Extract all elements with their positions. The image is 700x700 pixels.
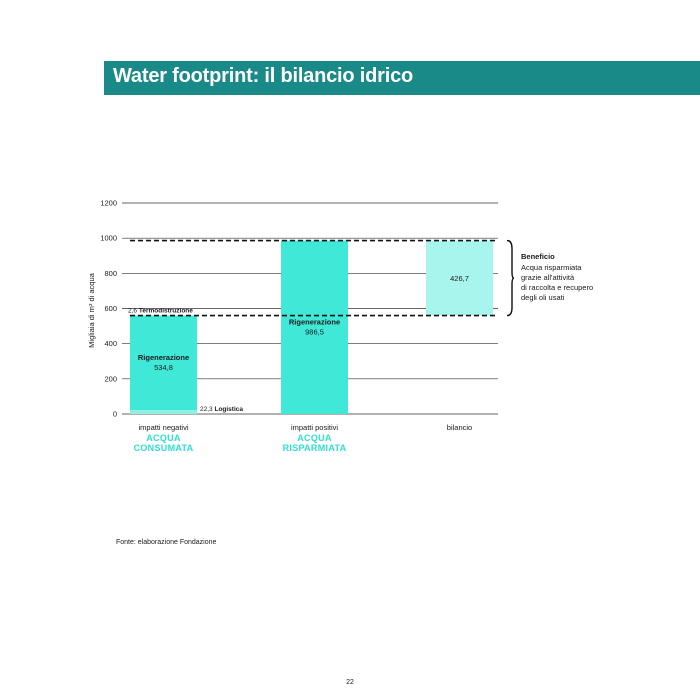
annotation-line: degli oli usati [521,293,565,302]
segment-outside-label: 2,6 Termodistruzione [128,307,193,315]
segment-value-label: 426,7 [450,274,469,284]
y-tick-label: 600 [104,304,117,313]
annotation-brace [507,241,514,316]
annotation-line: grazie all'attività [521,273,575,282]
category-label: impatti positivi [290,423,339,432]
category-sublabel: CONSUMATA [133,443,194,453]
category-sublabel: ACQUA [297,433,332,443]
page-number: 22 [346,679,354,686]
category-label: impatti negativi [138,423,189,432]
segment-name-label: Rigenerazione [137,353,190,363]
segment-name-label: Rigenerazione [288,317,341,327]
segment-value-label: 986,5 [305,327,324,337]
annotation-line: Acqua risparmiata [521,263,582,272]
y-tick-label: 1200 [100,198,117,208]
y-tick-label: 1000 [100,233,117,243]
y-tick-label: 200 [104,374,117,384]
segment-outside-label: 22,3 Logistica [200,406,244,414]
category-sublabel: RISPARMIATA [282,443,347,453]
y-tick-label: 800 [104,268,117,278]
y-tick-label: 0 [112,409,117,419]
annotation-title: Beneficio [521,252,555,261]
y-tick-label: 400 [104,339,117,349]
source-note: Fonte: elaborazione Fondazione [116,539,217,546]
bar-segment [130,410,197,414]
segment-value-label: 534,8 [154,363,173,373]
annotation-line: di raccolta e recupero [521,283,594,292]
category-label: bilancio [446,423,473,432]
y-axis-title: Migliaia di m³ di acqua [87,273,96,348]
page-title: Water footprint: il bilancio idrico [113,65,414,87]
category-sublabel: ACQUA [146,433,181,443]
